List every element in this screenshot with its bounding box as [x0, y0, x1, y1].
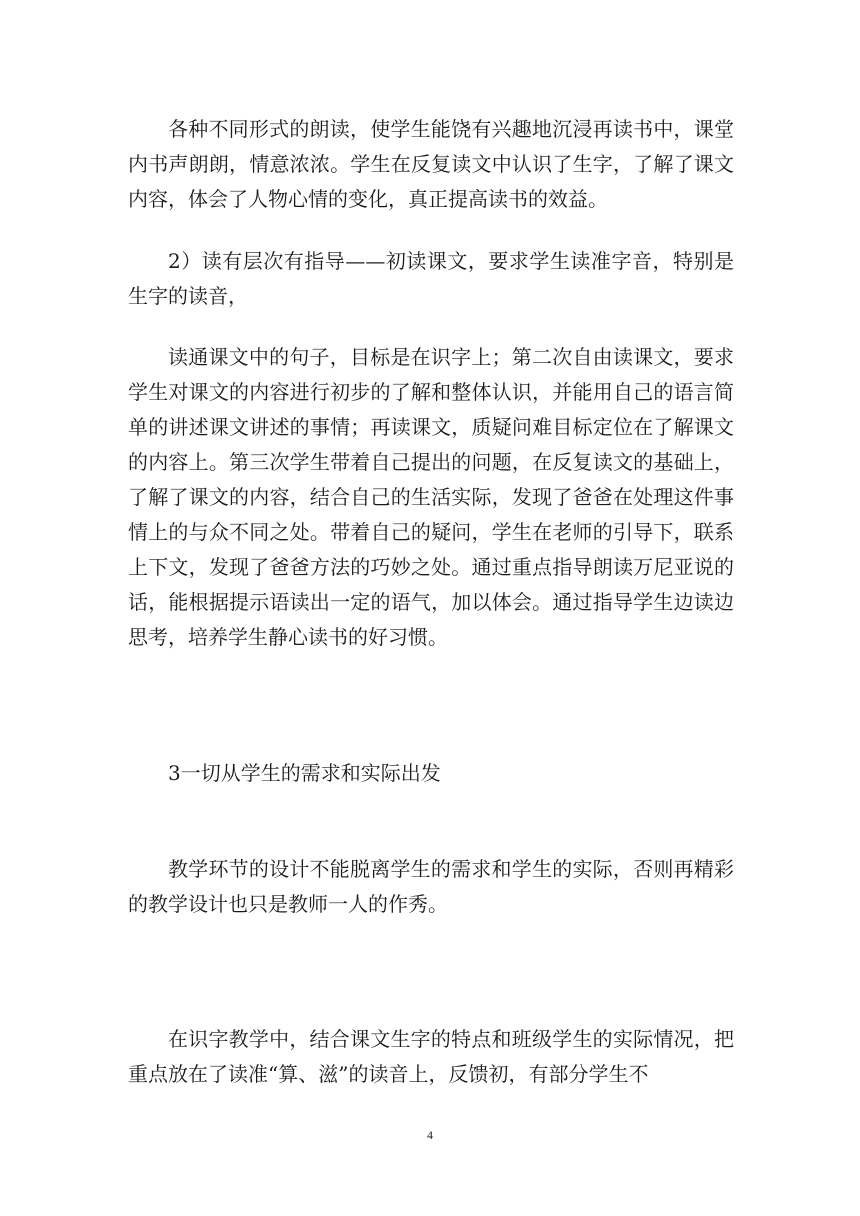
paragraph-teaching-design: 教学环节的设计不能脱离学生的需求和学生的实际，否则再精彩的教学设计也只是教师一人的作秀。 — [128, 857, 734, 916]
paragraph-reading-forms: 各种不同形式的朗读，使学生能饶有兴趣地沉浸再读书中，课堂内书声朗朗，情意浓浓。学生在反复读文中认识了生字，了解了课文内容，体会了人物心情的变化，真正提高读书的效益。 — [128, 117, 734, 211]
section-heading: 3一切从学生的需求和实际出发 — [168, 761, 441, 785]
paragraph-literacy-teaching: 在识字教学中，结合课文生字的特点和班级学生的实际情况，把重点放在了读准“算、滋”的读音上，反馈初，有部分学生不 — [128, 1027, 734, 1086]
paragraph-reading-guidance: 读通课文中的句子，目标是在识字上；第二次自由读课文，要求学生对课文的内容进行初步的了解和整体认识，并能用自己的语言简单的讲述课文讲述的事情；再读课文，质疑问难目标定位在了解课文的内容上。第三次学生带着自己提出的问题，在反复读文的基础上，了解了课文的内容，结合自己的生活实际，发现了爸爸在处理这件事情上的与众不同之处。带着自己的疑问，学生在老师的引导下，联系上下文，发现了爸爸方法的巧妙之处。通过重点指导朗读万尼亚说的话，能根据提示语读出一定的语气，加以体会。通过指导学生边读边思考，培养学生静心读书的好习惯。 — [128, 345, 734, 649]
paragraph-reading-levels: 2）读有层次有指导——初读课文，要求学生读准字音，特别是生字的读音， — [128, 249, 734, 308]
page-number: 4 — [427, 1128, 433, 1142]
